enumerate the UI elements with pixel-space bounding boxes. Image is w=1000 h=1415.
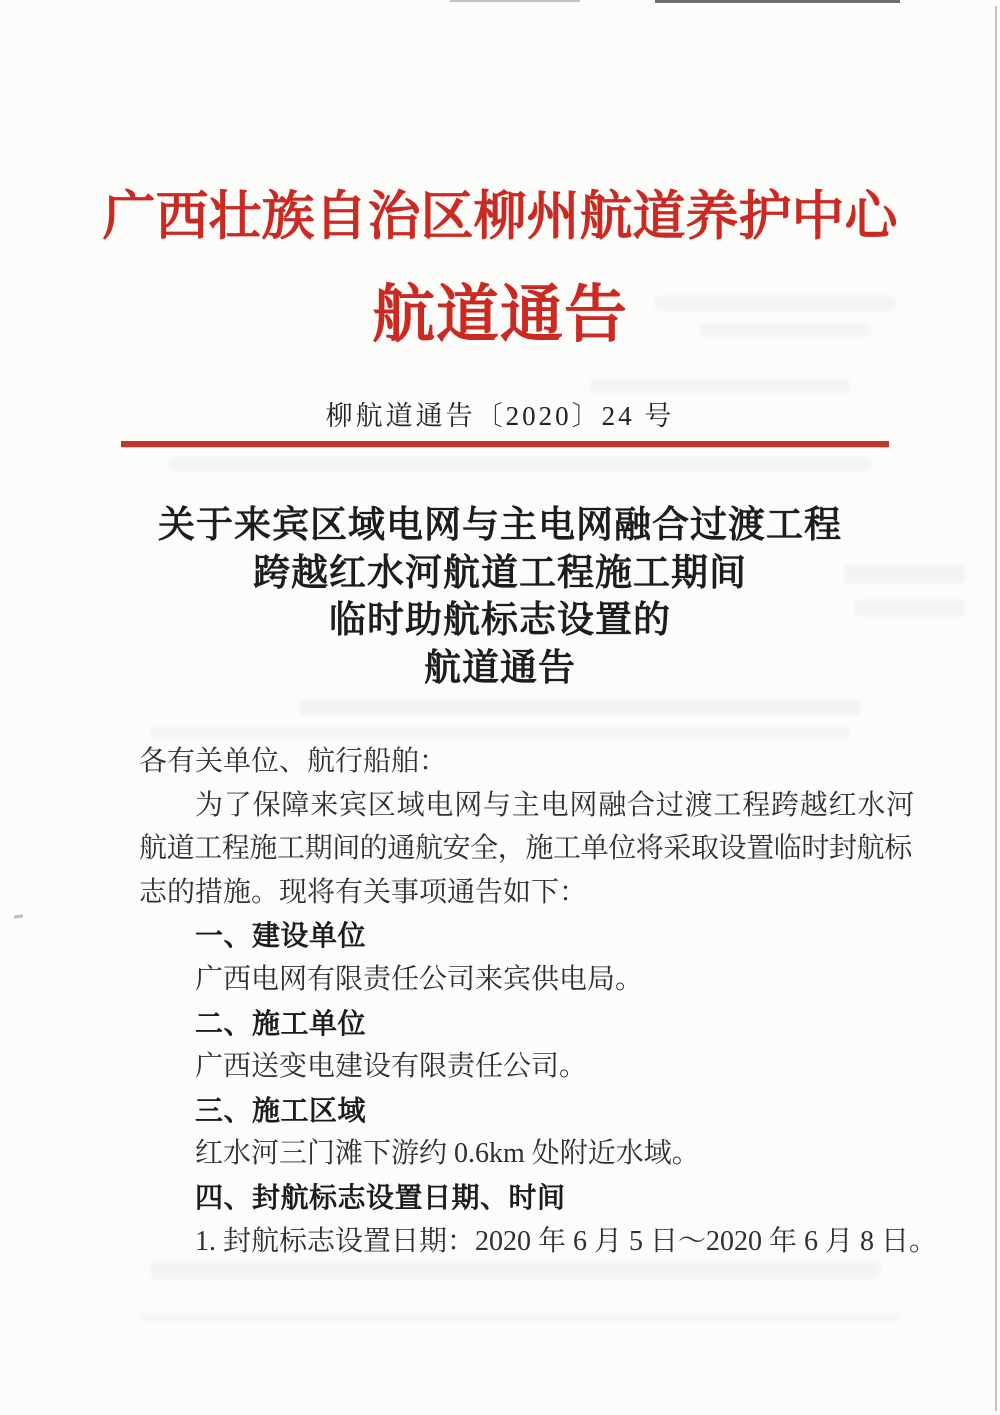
scan-edge-artifact [995, 6, 997, 1411]
notice-body [139, 740, 938, 1263]
scan-ghosting [855, 600, 965, 616]
scan-speck-artifact [14, 914, 23, 918]
scan-ghosting [300, 700, 860, 715]
section-4-heading: 四、封航标志设置日期、时间 [195, 1181, 566, 1213]
scan-ghosting [590, 380, 850, 392]
document-number: 柳航道通告〔2020〕24 号 [325, 401, 675, 431]
section-2-heading: 二、施工单位 [195, 1007, 367, 1039]
scan-ghosting [150, 727, 850, 739]
scan-edge-artifact [655, 0, 900, 3]
paragraph-line: 为了保障来宾区域电网与主电网融合过渡工程跨越红水河 [195, 789, 916, 821]
notice-title [0, 502, 1000, 693]
section-3-heading: 三、施工区域 [195, 1094, 367, 1126]
section-2-text: 广西送变电建设有限责任公司。 [195, 1051, 588, 1083]
paragraph-line: 志的措施。现将有关事项通告如下： [139, 876, 588, 908]
scan-edge-artifact [450, 0, 580, 2]
section-1-heading: 一、建设单位 [195, 920, 367, 952]
section-4-item-1: 1. 封航标志设置日期：2020 年 6 月 5 日～2020 年 6 月 8 日。 [195, 1225, 938, 1257]
letterhead-doc-type: 航道通告 [372, 280, 628, 350]
scan-ghosting [700, 324, 870, 336]
notice-title-line: 关于来宾区域电网与主电网融合过渡工程 [158, 505, 842, 546]
paragraph-line: 航道工程施工期间的通航安全，施工单位将采取设置临时封航标 [139, 833, 912, 865]
scan-ghosting [170, 457, 870, 471]
salutation: 各有关单位、航行船舶： [139, 746, 448, 777]
section-1-text: 广西电网有限责任公司来宾供电局。 [195, 963, 644, 995]
scan-ghosting [655, 296, 895, 310]
red-separator-rule [121, 441, 889, 447]
scan-ghosting [150, 1262, 880, 1278]
notice-title-line: 跨越红水河航道工程施工期间 [253, 552, 747, 594]
letterhead-org-name: 广西壮族自治区柳州航道养护中心 [102, 188, 898, 246]
notice-title-line: 临时助航标志设置的 [329, 600, 671, 642]
scan-ghosting [140, 1314, 900, 1322]
section-3-text: 红水河三门滩下游约 0.6km 处附近水域。 [195, 1138, 700, 1170]
scan-ghosting [845, 565, 965, 583]
notice-title-line: 航道通告 [424, 648, 576, 690]
